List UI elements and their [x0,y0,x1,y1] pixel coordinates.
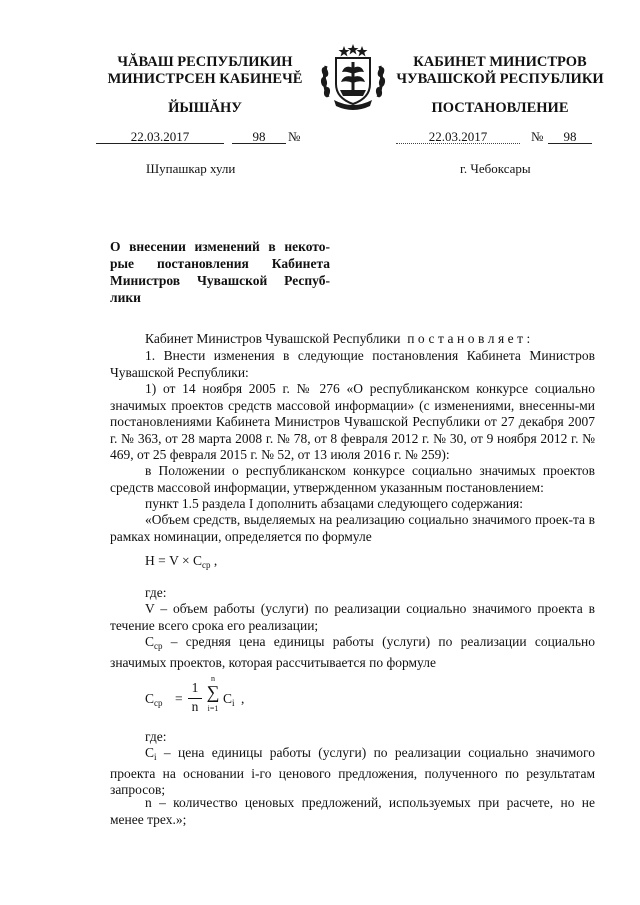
right-city: г. Чебоксары [460,161,531,176]
header-left-line1: ЧĂВАШ РЕСПУБЛИКИН [117,54,293,70]
right-number: 98 [563,129,577,144]
formula2-num: 1 [191,680,199,695]
formula2-den: n [191,699,199,714]
formula-c-avg [145,674,305,718]
formula2-c [145,691,163,708]
formula2-sum-bottom: i=1 [207,704,219,713]
formula2-c-letter: С [145,691,155,706]
formula2-ci [223,691,235,708]
paragraph-point-1-5: пункт 1.5 раздела I дополнить абзацами следующего содержания: [145,496,523,511]
header-right-line1: КАБИНЕТ МИНИСТРОВ [413,54,587,70]
header-left-org [90,54,320,88]
ci-text: – цена единицы работы (услуги) по реализации социально значимого проекта на основании i-го ценового предложения, полученного по результатам запросов; [110,745,596,797]
paragraph-1: 1. Внести изменения в следующие постановления Кабинета Министров Чувашской Республики: [110,348,595,380]
left-date: 22.03.2017 [130,129,190,144]
paragraph-decree [110,331,595,348]
header-right-doc-type: ПОСТАНОВЛЕНИЕ [431,100,569,116]
formula2-ci-letter: С [223,691,233,706]
document-subject [110,238,330,306]
right-date: 22.03.2017 [428,129,488,144]
left-number-sign: № [288,129,301,144]
where-label-2: где: [145,729,167,744]
formula-h-tail: , [213,553,218,568]
subject-line4: лики [110,290,141,305]
header-right-org [385,54,615,88]
coat-of-arms-icon [318,42,388,112]
formula2-eq: = [175,691,183,706]
definition-n: n – количество ценовых предложений, используемых при расчете, но не менее трех.»; [110,795,595,827]
paragraph-volume: «Объем средств, выделяемых на реализацию социально значимого проек-та в рамках номинации, определяется по формуле [110,512,595,544]
where-label-1: где: [145,585,167,600]
ci-symbol: С [145,745,155,760]
decree-verb: постановляет: [407,331,534,346]
paragraph-regulation: в Положении о республиканском конкурсе социально значимых проектов средств массовой информации, утвержденном указанным постановлением: [110,463,595,495]
formula2-sigma: ∑ [206,682,220,702]
formula-h-lhs: Н = V × С [145,553,202,568]
ci-symbol-sub: i [154,752,157,762]
subject-line3: Министров Чувашской Респуб- [110,273,330,288]
header-left-doc-type: ЙЫШĂНУ [168,100,242,116]
paragraph-1-1: 1) от 14 ноября 2005 г. № 276 «О республиканском конкурсе социально значимых проектов средств массовой информации» (с изменениями, внесенны-ми постановлениями Кабинета Министров Чувашской Республики от 27 декабря 2007 г. № 363, от 28 марта 2008 г. № 78, от 8 февраля 2012 г. № 30, от 9 ноября 2012 г. № 469, от 25 февраля 2015 г. № 52, от 13 июля 2016 г. № 259): [110,381,595,462]
definition-c-avg [110,634,595,671]
formula-h [145,553,217,570]
left-city: Шупашкар хули [146,161,236,176]
right-number-sign: № [531,129,544,144]
definition-ci [110,745,595,799]
header-left-line2: МИНИСТРСЕН КАБИНЕЧĔ [107,71,303,87]
c-avg-symbol: С [145,634,155,649]
formula2-tail: , [241,691,245,706]
subject-line1: О внесении изменений в некото- [110,239,330,254]
header-right-line2: ЧУВАШСКОЙ РЕСПУБЛИКИ [396,71,604,87]
c-avg-symbol-sub: ср [154,641,163,651]
decree-main: Кабинет Министров Чувашской Республики [145,331,401,346]
left-number: 98 [252,129,266,144]
formula2-sum-top: n [211,674,215,683]
c-avg-text: – средняя цена единицы работы (услуги) по реализации социально значимых проектов, которая рассчитывается по формуле [110,634,595,670]
formula2-ci-sub: i [232,698,235,708]
definition-v: V – объем работы (услуги) по реализации социально значимого проекта в течение всего срока его реализации; [110,601,595,633]
formula-h-sub: ср [202,560,211,570]
formula2-c-sub: ср [154,698,163,708]
subject-line2: рые постановления Кабинета [110,256,330,271]
